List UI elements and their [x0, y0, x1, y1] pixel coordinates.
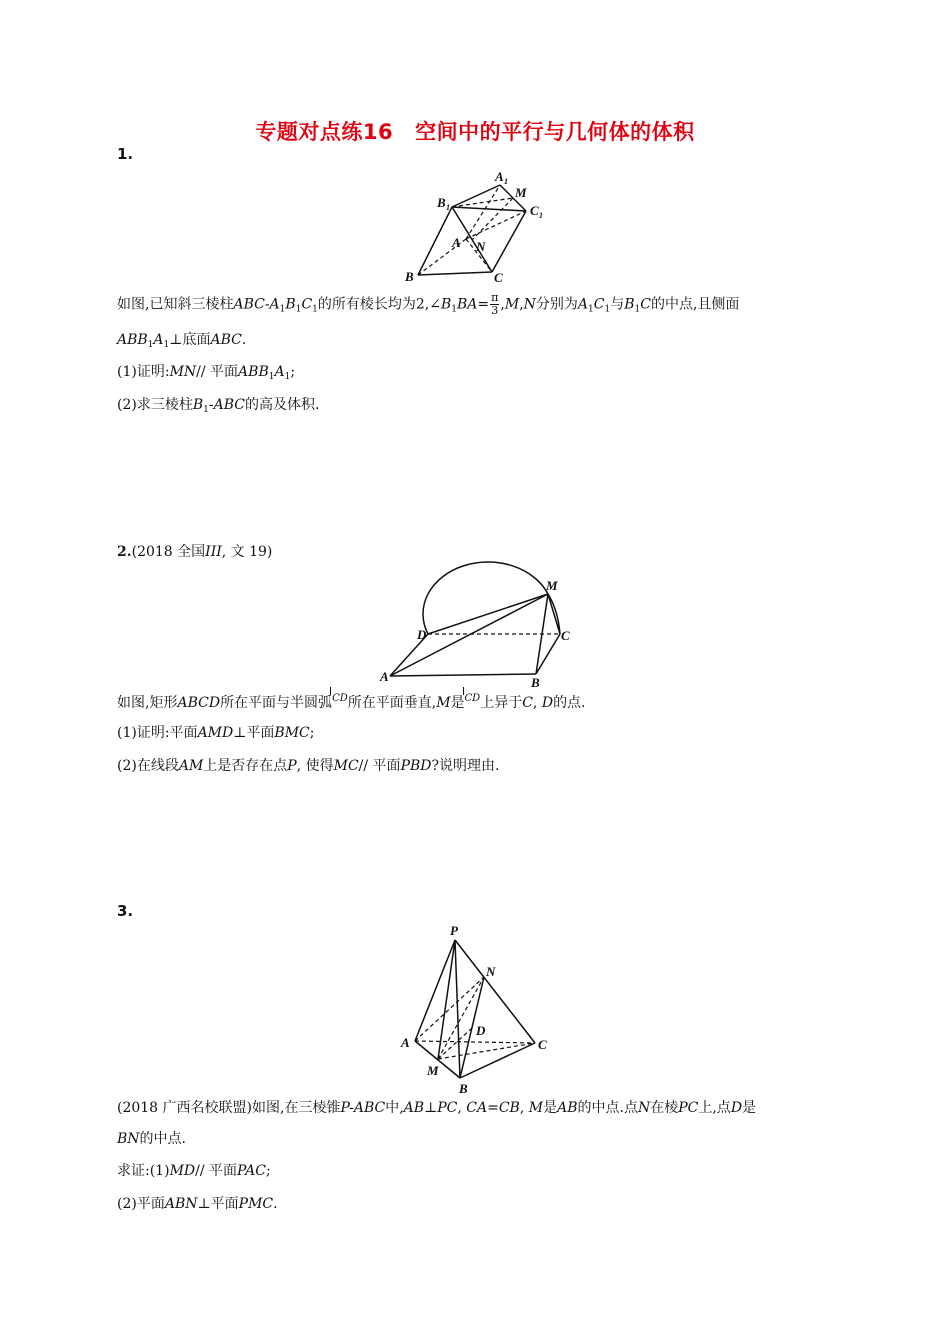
q3-pac: PAC — [237, 1163, 266, 1179]
arc-cd: CD — [332, 689, 348, 709]
label-b: B — [405, 269, 414, 284]
q3-stem-line-1: (2018 广西名校联盟)如图,在三棱锥P-ABC中,AB⊥PC, CA=CB, M是AB的中点.点N在棱PC上,点D是 — [117, 1100, 757, 1116]
label-b: B — [459, 1081, 468, 1096]
label-c1-sub: 1 — [539, 211, 543, 220]
q3-d: D — [730, 1100, 743, 1116]
q3-par-plane: // 平面 — [195, 1163, 238, 1179]
q1-p1-mn: MN — [169, 364, 197, 380]
q3-ab-2: AB — [557, 1100, 578, 1116]
q2-m: M — [436, 695, 451, 711]
q2-part-2 — [117, 756, 499, 776]
label-m: M — [515, 185, 527, 200]
q2-p2-mid3: // 平面 — [358, 758, 401, 774]
q2-amd: AMD — [197, 725, 234, 741]
q3-stem-a: 中, — [385, 1100, 404, 1116]
q2-stem-e: 上异于 — [480, 695, 523, 711]
label-m: M — [546, 578, 558, 593]
label-a: A — [380, 669, 389, 684]
q3-stem-g: 的中点. — [139, 1131, 186, 1147]
q2-stem-f: 的点. — [553, 695, 586, 711]
title-subject: 空间中的平行与几何体的体积 — [415, 120, 695, 144]
q2-p2-suffix: ?说明理由. — [431, 758, 500, 774]
q1-stem-e: 的中点,且侧面 — [650, 296, 740, 313]
label-a: A — [401, 1035, 410, 1050]
q3-bn: BN — [117, 1131, 140, 1147]
q3-stem-line-2 — [117, 1129, 186, 1149]
q2-stem-a: 如图,矩形 — [117, 695, 178, 711]
q3-abn: ABN — [164, 1196, 198, 1212]
q3-pmc: PMC — [238, 1196, 274, 1212]
question-2-header — [117, 542, 272, 562]
q1-stem-d: 与 — [610, 296, 625, 313]
q2-p2-prefix: (2)在线段 — [117, 758, 179, 774]
q3-stem-b: 是 — [543, 1100, 558, 1116]
q3-p2-mid: ⊥平面 — [197, 1196, 239, 1212]
q3-part-2: (2)平面ABN⊥平面PMC. — [117, 1196, 278, 1212]
q2-pbd: PBD — [400, 758, 432, 774]
q1-pi: π — [491, 291, 499, 304]
label-b1: B — [437, 195, 446, 210]
q1-stem-line2: ⊥底面 — [169, 332, 211, 348]
q3-md: MD — [169, 1163, 196, 1179]
q2-source-roman: III — [205, 544, 222, 560]
q3-pc: PC — [437, 1100, 458, 1116]
q1-p2-mid: -ABC — [208, 397, 245, 413]
q2-stem-b: 所在平面与半圆弧 — [220, 695, 333, 711]
q2-bmc: BMC — [274, 725, 310, 741]
q1-p1-prefix: (1)证明: — [117, 364, 170, 380]
label-b: B — [531, 675, 540, 690]
pi-over-three — [490, 292, 499, 317]
q2-p2-mid1: 上是否存在点 — [203, 758, 288, 774]
page-title — [0, 116, 950, 146]
q1-stem-line-2: $ABB_1A_1\perp$底面ABC. — [117, 332, 247, 350]
q2-p2-mid2: , 使得 — [296, 758, 334, 774]
q1-abc: ABC — [210, 332, 242, 348]
label-b1-sub: 1 — [446, 203, 450, 212]
label-a1-sub: 1 — [504, 177, 508, 186]
q2-p: P — [287, 758, 297, 774]
label-a: A — [452, 235, 461, 250]
q3-stem-source: (2018 广西名校联盟)如图,在三棱锥 — [117, 1100, 341, 1116]
q1-part-1: (1)证明:MN// 平面$ABB_1A_1$; — [117, 364, 296, 382]
label-c: C — [494, 270, 503, 285]
q2-p1-prefix: (1)证明:平面 — [117, 725, 198, 741]
q3-stem-c: 的中点.点 — [577, 1100, 638, 1116]
q1-p1-mid: // 平面 — [196, 364, 239, 380]
label-c1: C — [530, 203, 539, 218]
q2-am: AM — [178, 758, 204, 774]
q3-p2-prefix: (2)平面 — [117, 1196, 165, 1212]
label-d: D — [417, 627, 427, 642]
q3-prove: 求证:(1) — [117, 1163, 170, 1179]
q2-abcd: ABCD — [177, 695, 221, 711]
q1-p2-prefix: (2)求三棱柱 — [117, 397, 193, 413]
label-n: N — [486, 964, 496, 979]
figure-oblique-prism — [400, 165, 560, 290]
q2-stem-d: 是 — [450, 695, 465, 711]
q2-source-end: , 文 19) — [221, 544, 273, 560]
q2-mc: MC — [333, 758, 359, 774]
q3-n: N — [637, 1100, 651, 1116]
figure-rectangle-semicircle — [380, 570, 585, 690]
question-1-number: 1. — [117, 145, 134, 163]
q1-three: 3 — [491, 304, 499, 317]
q3-ab: AB — [403, 1100, 425, 1116]
q3-m: M — [528, 1100, 544, 1116]
q3-stem-f: 是 — [742, 1100, 757, 1116]
q2-part-1: (1)证明:平面AMD⊥平面BMC; — [117, 725, 315, 741]
q2-stem: 如图,矩形ABCD所在平面与半圆弧CD所在平面垂直,M是CD上异于C, D的点. — [117, 689, 586, 713]
q1-prism-name: ABC-A — [233, 296, 280, 313]
label-c: C — [538, 1037, 547, 1052]
q1-stem-b: 的所有棱长均为2,∠ — [317, 296, 441, 313]
q3-part-1: 求证:(1)MD// 平面PAC; — [117, 1163, 271, 1179]
q1-stem-c: 分别为 — [535, 296, 578, 313]
q1-stem-line-1: 如图,已知斜三棱柱ABC-$A_1B_1C_1$的所有棱长均为$2,\angle B_1BA=$ $\frac{\pi}{3}$ ,M,N分别为$A_1C_1$与$B_1C$的中点,且侧面 — [117, 291, 740, 317]
q3-pabc: P-ABC — [340, 1100, 386, 1116]
q1-part-2: (2)求三棱柱$B_1$-ABC的高及体积. — [117, 397, 320, 415]
question-2-number: 2. — [117, 544, 132, 560]
q2-p1-mid: ⊥平面 — [233, 725, 275, 741]
question-3-number: 3. — [117, 902, 134, 920]
label-n: N — [476, 239, 486, 254]
figure-triangular-pyramid — [398, 925, 558, 1097]
q2-stem-c: 所在平面垂直, — [347, 695, 437, 711]
q1-angle-vertex: BA — [457, 296, 478, 313]
label-a1: A — [495, 169, 504, 184]
label-m: M — [427, 1063, 439, 1078]
q3-ca-cb: CA=CB — [466, 1100, 520, 1116]
q2-source: (2018 全国 — [131, 544, 206, 560]
label-p: P — [450, 923, 458, 938]
q3-perp: ⊥ — [424, 1100, 438, 1116]
q3-stem-d: 在棱 — [650, 1100, 679, 1116]
label-c: C — [561, 628, 570, 643]
label-d: D — [476, 1023, 486, 1038]
q3-stem-e: 上,点 — [698, 1100, 731, 1116]
q1-p2-suffix: 的高及体积. — [244, 397, 320, 413]
arc-cd-2: CD — [465, 689, 481, 709]
q3-pc-2: PC — [678, 1100, 699, 1116]
q1-stem-a: 如图,已知斜三棱柱 — [117, 296, 234, 313]
title-topic: 专题对点练16 — [255, 120, 394, 144]
